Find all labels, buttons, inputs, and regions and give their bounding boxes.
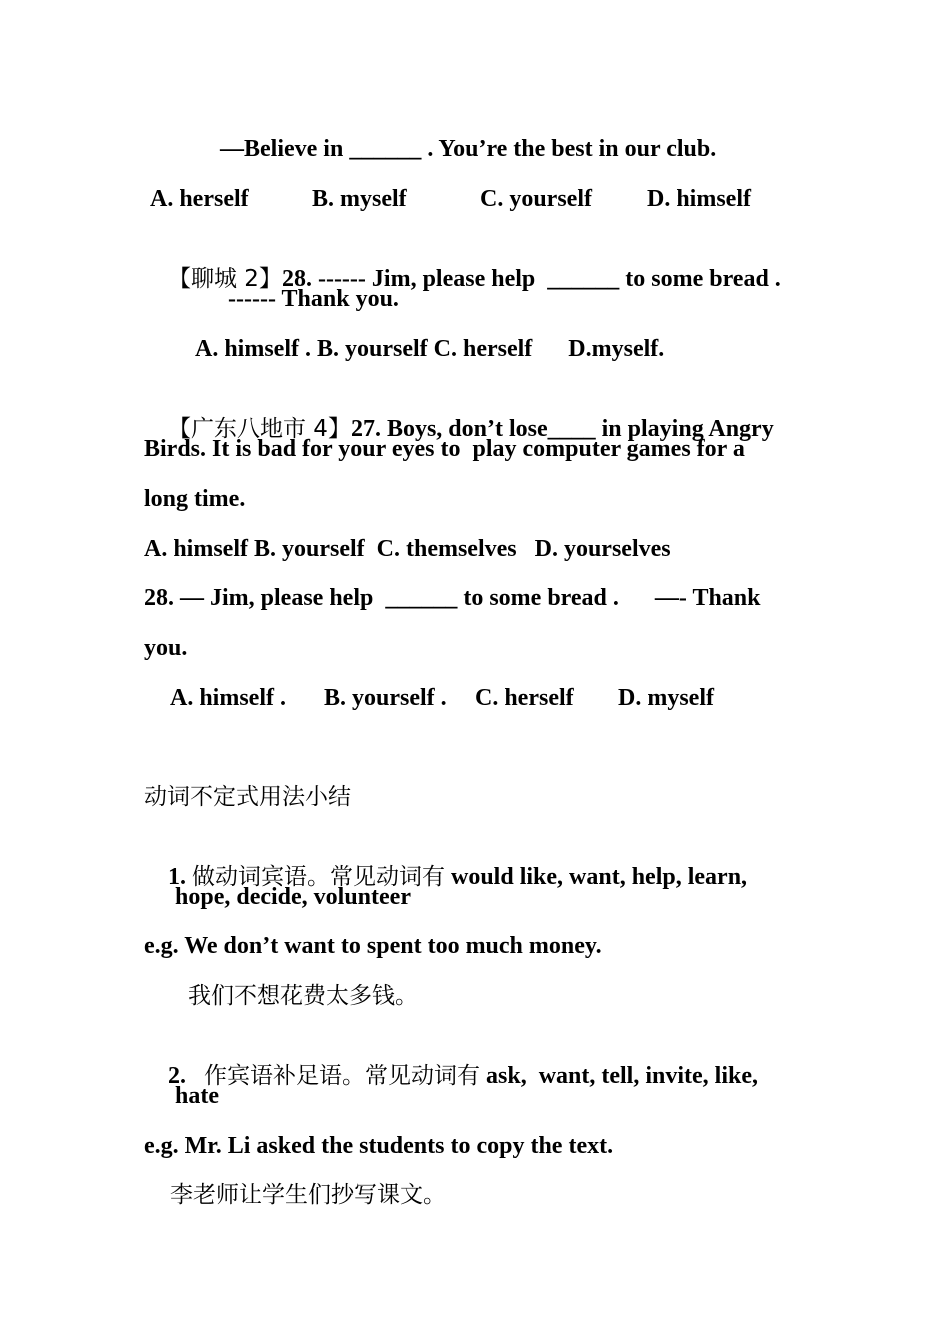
question-stem-line: long time. — [144, 486, 246, 512]
usage-point-2-cont: hate — [175, 1083, 219, 1109]
option-d: D. himself — [647, 186, 751, 212]
option-b: B. myself — [312, 186, 407, 212]
point-number: 2. — [168, 1063, 186, 1089]
option-b: B. yourself . — [324, 685, 447, 711]
option-d: D. myself — [618, 685, 714, 711]
question-stem: 28. ------ Jim, please help ______ to some bread . — [281, 266, 781, 292]
question-28-stem: 28. — Jim, please help ______ to some bread . —- Thank — [144, 585, 761, 611]
point-text-zh: 做动词宾语。常见动词有 — [192, 864, 445, 890]
example-2-en: e.g. Mr. Li asked the students to copy the text. — [144, 1133, 614, 1159]
question-reply: ------ Thank you. — [228, 286, 399, 312]
option-c: C. yourself — [480, 186, 592, 212]
example-1-zh: 我们不想花费太多钱。 — [188, 983, 418, 1009]
point-text-en: would like, want, help, learn, — [451, 864, 748, 890]
point-text-en: ask, want, tell, invite, like, — [486, 1063, 759, 1089]
section-heading: 动词不定式用法小结 — [144, 784, 351, 810]
usage-point-1-cont: hope, decide, volunteer — [175, 884, 411, 910]
example-1-en: e.g. We don’t want to spent too much money. — [144, 933, 602, 959]
source-tag: 【聊城 2】 — [168, 266, 282, 292]
point-text-zh: 作宾语补足语。常见动词有 — [204, 1063, 480, 1089]
question-believe-stem: —Believe in ______ . You’re the best in our club. — [220, 136, 717, 162]
question-options: A. himself . B. yourself C. herself D.myself. — [195, 336, 665, 362]
point-number: 1. — [168, 864, 186, 890]
option-a: A. herself — [150, 186, 249, 212]
option-a: A. himself . — [170, 685, 286, 711]
question-options: A. himself B. yourself C. themselves D. yourselves — [144, 536, 671, 562]
question-stem-line: Birds. It is bad for your eyes to play computer games for a — [144, 436, 745, 462]
source-tag: 【广东八地市 4】 — [168, 416, 351, 442]
example-2-zh: 李老师让学生们抄写课文。 — [170, 1182, 446, 1208]
usage-point-2 — [144, 1031, 758, 1121]
question-stem: 27. Boys, don’t lose____ in playing Angry — [350, 416, 774, 442]
question-28-stem-line: you. — [144, 635, 188, 661]
option-c: C. herself — [475, 685, 574, 711]
